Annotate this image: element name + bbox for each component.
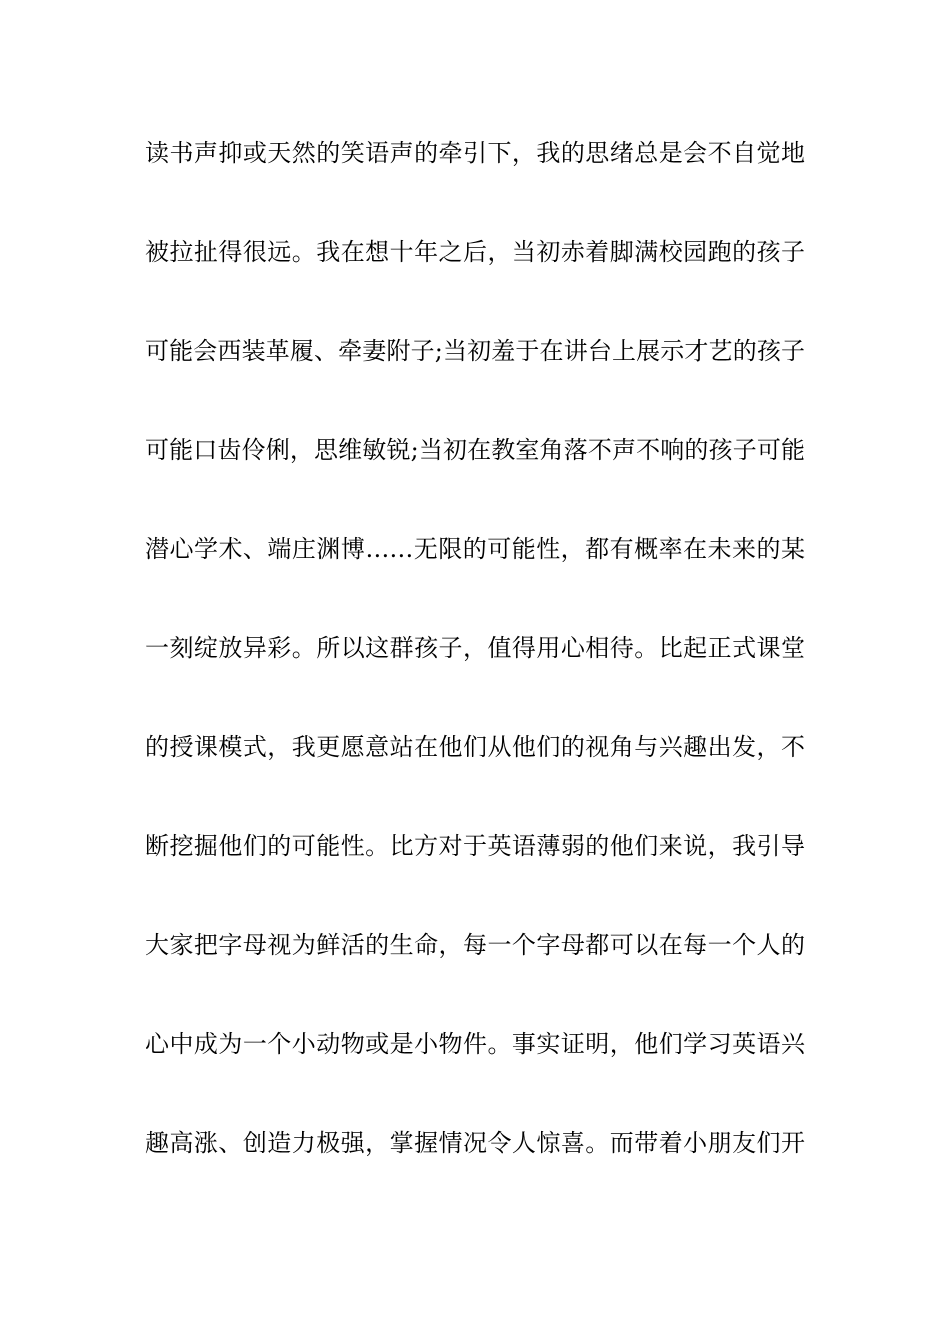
paragraph-line: 一刻绽放异彩。所以这群孩子，值得用心相待。比起正式课堂 [145,634,805,662]
paragraph-line: 大家把字母视为鲜活的生命，每一个字母都可以在每一个人的 [145,931,805,959]
paragraph-line: 断挖掘他们的可能性。比方对于英语薄弱的他们来说，我引导 [145,832,805,860]
paragraph-line: 潜心学术、端庄渊博……无限的可能性，都有概率在未来的某 [145,535,805,563]
paragraph-line: 的授课模式，我更愿意站在他们从他们的视角与兴趣出发，不 [145,733,805,761]
paragraph-line: 可能口齿伶俐，思维敏锐;当初在教室角落不声不响的孩子可能 [145,436,805,464]
paragraph-line: 趣高涨、创造力极强，掌握情况令人惊喜。而带着小朋友们开 [145,1129,805,1157]
paragraph-line: 被拉扯得很远。我在想十年之后，当初赤着脚满校园跑的孩子 [145,238,805,266]
paragraph-line: 心中成为一个小动物或是小物件。事实证明，他们学习英语兴 [145,1030,805,1058]
paragraph-line: 可能会西装革履、牵妻附子;当初羞于在讲台上展示才艺的孩子 [145,337,805,365]
paragraph-line: 读书声抑或天然的笑语声的牵引下，我的思绪总是会不自觉地 [145,139,805,167]
